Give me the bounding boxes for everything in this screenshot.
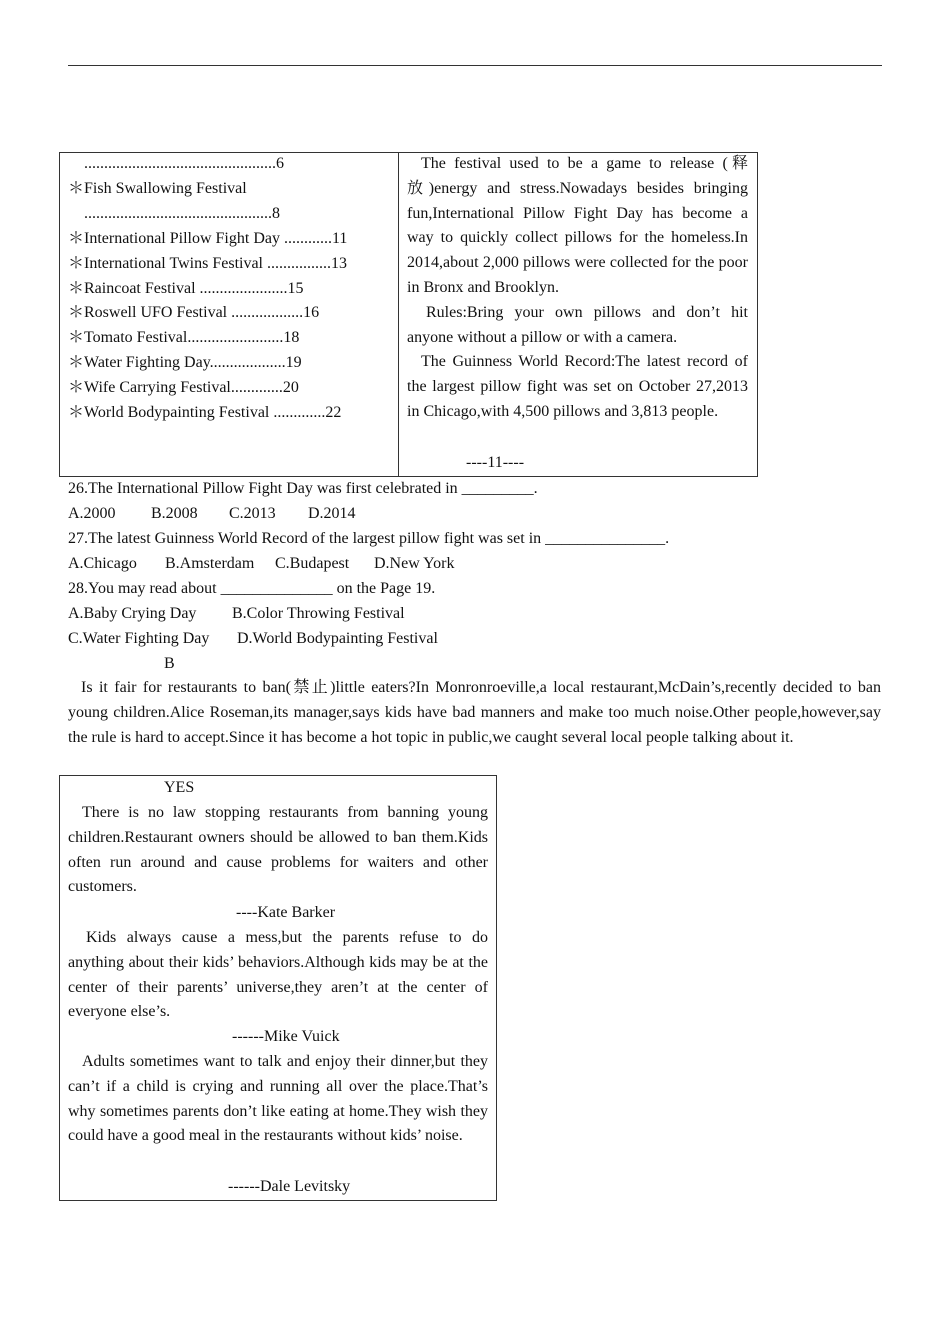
index-line: ＊World Bodypainting Festival .............22	[68, 404, 342, 421]
opinion-3-author: ------Dale Levitsky	[228, 1178, 351, 1195]
opinion-2-author: ------Mike Vuick	[232, 1028, 340, 1045]
option-a: A.Baby Crying Day	[68, 605, 197, 622]
index-line: ＊International Twins Festival ................13	[68, 255, 348, 272]
index-line: ＊Tomato Festival........................18	[68, 329, 300, 346]
opinion-3-text: Adults sometimes want to talk and enjoy their dinner,but they can’t if a child is crying and running all over the place.That’s why sometimes parents don’t like eating at home.They wish they could have a good meal in the restaurants without kids’ noise.	[68, 1053, 488, 1145]
option-d: D.World Bodypainting Festival	[237, 630, 438, 647]
option-c: C.Water Fighting Day	[68, 630, 210, 647]
section-b-label: B	[164, 655, 175, 672]
index-line: ...............................................8	[84, 205, 280, 222]
option-d: D.2014	[308, 505, 356, 522]
question-26-options	[68, 504, 356, 524]
pillow-paragraph-2: Rules:Bring your own pillows and don’t hit anyone without a pillow or with a camera.	[407, 303, 748, 346]
option-d: D.New York	[374, 555, 455, 572]
pillow-paragraph-1: The festival used to be a game to release (释放)energy and stress.Nowadays besides bringing fun,International Pillow Fight Day has become a way to quickly collect pillows for the homeless.In 2014,about 2,000 pillows were collected for the poor in Bronx and Brooklyn.	[407, 155, 748, 296]
question-28-options-row1	[68, 604, 405, 624]
section-b-intro: Is it fair for restaurants to ban(禁止)little eaters?In Monronroeville,a local restaurant,McDain’s,recently decided to ban young children.Alice Roseman,its manager,says kids have bad manners and make too much noise.Other people,however,say the rule is hard to accept.Since it has become a hot topic in public,we caught several local people talking about it.	[68, 679, 881, 746]
option-a: A.Chicago	[68, 555, 137, 572]
index-line: ＊International Pillow Fight Day ............11	[68, 230, 348, 247]
pillow-paragraph-3: The Guinness World Record:The latest record of the largest pillow fight was set on October 27,2013 in Chicago,with 4,500 pillows and 3,813 people.	[407, 353, 748, 420]
option-c: C.2013	[229, 505, 276, 522]
option-b: B.2008	[151, 505, 198, 522]
opinion-1-author: ----Kate Barker	[236, 904, 336, 921]
header-rule	[68, 65, 882, 66]
option-b: B.Color Throwing Festival	[232, 605, 405, 622]
question-28: 28.You may read about ______________ on the Page 19.	[68, 580, 436, 597]
option-c: C.Budapest	[275, 555, 350, 572]
index-line: ................................................6	[84, 155, 284, 172]
pillow-fight-text	[407, 152, 748, 425]
index-line: ＊Water Fighting Day...................19	[68, 354, 302, 371]
index-line: ＊Wife Carrying Festival.............20	[68, 379, 299, 396]
question-27: 27.The latest Guinness World Record of the largest pillow fight was set in _______________.	[68, 530, 670, 547]
option-a: A.2000	[68, 505, 116, 522]
opinion-1-text: There is no law stopping restaurants from banning young children.Restaurant owners should be allowed to ban them.Kids often run around and cause problems for waiters and other customers.	[68, 804, 488, 896]
option-b: B.Amsterdam	[165, 555, 255, 572]
question-26: 26.The International Pillow Fight Day was first celebrated in _________.	[68, 480, 538, 497]
question-27-options	[68, 554, 454, 574]
page-number: ----11----	[466, 454, 525, 471]
index-line: ＊Fish Swallowing Festival	[68, 180, 247, 197]
yes-title: YES	[164, 779, 195, 796]
index-line: ＊Roswell UFO Festival ..................16	[68, 304, 320, 321]
opinion-2-text: Kids always cause a mess,but the parents refuse to do anything about their kids’ behaviors.Although kids may be at the center of their parents’ universe,they aren’t at the center of everyone else’s.	[68, 929, 488, 1021]
index-line: ＊Raincoat Festival ......................15	[68, 280, 304, 297]
question-28-options-row2	[68, 629, 438, 649]
